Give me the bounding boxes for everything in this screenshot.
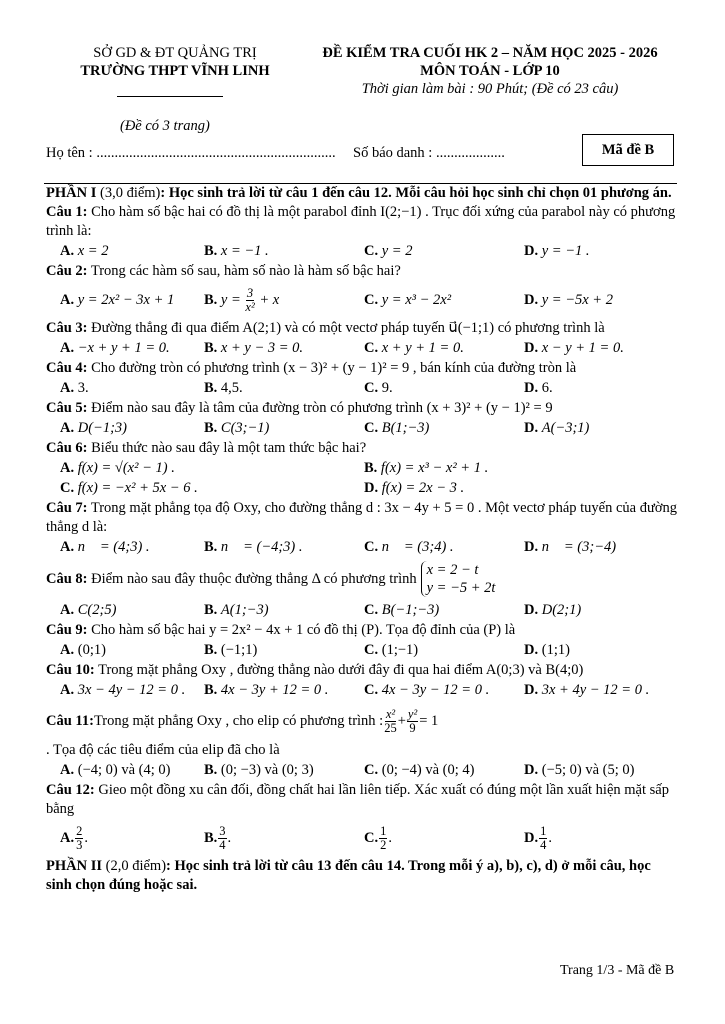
option-letter: B.	[204, 420, 218, 436]
option-b	[204, 601, 364, 620]
option-d	[524, 641, 680, 660]
option-text: (−4; 0) và (4; 0)	[77, 762, 171, 778]
question-text: Trong mặt phẳng Oxy , đường thẳng nào dưới đây đi qua hai điểm A(0;3) và B(4;0)	[98, 662, 584, 678]
fraction	[75, 825, 83, 852]
question-text: Gieo một đồng xu cân đối, đồng chất hai lần liên tiếp. Xác xuất có đúng một lần xuất hiện mặt sấp bằng	[46, 782, 669, 817]
question-8	[46, 558, 680, 620]
question-label: Câu 6:	[46, 440, 88, 456]
denominator: 4	[540, 837, 547, 852]
option-letter: B.	[204, 762, 218, 778]
option-text: f(x) = x³ − x² + 1 .	[380, 460, 489, 476]
question-label: Câu 12:	[46, 782, 95, 798]
option-b	[364, 459, 680, 478]
option-text: 6.	[541, 380, 553, 396]
equation-rhs: = 1	[419, 712, 439, 729]
option-text: 4,5.	[220, 380, 243, 396]
option-a	[46, 641, 204, 660]
option-text: C(2;5)	[77, 602, 117, 618]
option-c	[364, 291, 524, 310]
question-5	[46, 399, 680, 438]
question-1	[46, 203, 680, 261]
option-text: x + y + 1 = 0.	[381, 340, 464, 356]
question-text: Đường thẳng đi qua điểm A(2;1) và có một vectơ pháp tuyến u⃗(−1;1) có phương trình là	[91, 320, 605, 336]
question-text: Điểm nào sau đây là tâm của đường tròn có phương trình (x + 3)² + (y − 1)² = 9	[91, 400, 553, 416]
option-a	[46, 681, 204, 700]
part2-points: (2,0 điểm)	[102, 858, 167, 874]
option-text: (0;1)	[77, 642, 106, 658]
option-text: −x + y + 1 = 0.	[77, 340, 170, 356]
option-b	[204, 339, 364, 358]
option-text: x = 2	[77, 243, 109, 259]
option-letter: D.	[524, 243, 539, 259]
option-d	[524, 538, 680, 557]
denominator: 3	[76, 837, 83, 852]
option-text: x = −1 .	[220, 243, 269, 259]
option-d	[524, 379, 680, 398]
option-text: f(x) = √(x² − 1) .	[77, 460, 175, 476]
option-c	[364, 242, 524, 261]
option-letter: D.	[524, 602, 539, 618]
option-text: A(1;−3)	[220, 602, 269, 618]
option-b	[204, 641, 364, 660]
fraction	[407, 708, 418, 735]
option-letter: D.	[524, 539, 539, 555]
question-label: Câu 9:	[46, 622, 88, 638]
question-label: Câu 1:	[46, 204, 88, 220]
option-b	[204, 761, 364, 780]
option-a	[46, 761, 204, 780]
option-text: A(−3;1)	[541, 420, 590, 436]
option-c	[364, 419, 524, 438]
question-label: Câu 4:	[46, 360, 88, 376]
question-12	[46, 781, 680, 856]
header-divider	[117, 96, 223, 97]
student-id-field: Số báo danh : ...................	[353, 145, 505, 161]
option-text: D(−1;3)	[77, 420, 127, 436]
option-a	[46, 419, 204, 438]
department-name: SỞ GD & ĐT QUẢNG TRỊ	[93, 45, 257, 61]
option-text: y = 2x² − 3x + 1	[77, 291, 175, 308]
part1-points: (3,0 điểm)	[96, 185, 161, 201]
option-a	[46, 339, 204, 358]
pages-note: (Đề có 3 trang)	[120, 118, 210, 134]
question-label: Câu 5:	[46, 400, 88, 416]
option-text: y = x³ − 2x²	[381, 291, 452, 308]
fraction	[379, 825, 387, 852]
option-letter: A.	[60, 420, 75, 436]
part1-title: PHẦN I	[46, 185, 97, 201]
option-letter: D.	[524, 829, 539, 846]
option-text: y = −1 .	[541, 243, 590, 259]
option-text: 3.	[77, 380, 89, 396]
denominator: 4	[219, 837, 226, 852]
numerator: 1	[380, 823, 387, 838]
question-text: Điểm nào sau đây thuộc đường thẳng Δ có phương trình	[91, 570, 417, 587]
numerator: 2	[76, 823, 83, 838]
option-d	[524, 681, 680, 700]
option-letter: C.	[60, 480, 75, 496]
option-text: 4x − 3y + 12 = 0 .	[220, 682, 329, 698]
question-11: Câu 11: Trong mặt phẳng Oxy , cho elip có phương trình : $\frac{\text{x²}}{25}$ + $\frac{\text{y²}}{9}$ = 1 . Tọa độ các tiêu điểm của elip đã cho là A. (−4; 0) và (4; 0) B. (0; −3) và (0; 3) C. (0; −4) và (0; 4) D. (−5; 0) và (5; 0)	[46, 701, 680, 780]
option-letter: A.	[60, 380, 75, 396]
option-letter: B.	[204, 380, 218, 396]
option-b	[204, 538, 364, 557]
option-letter: C.	[364, 291, 379, 308]
option-a	[46, 601, 204, 620]
option-c	[364, 761, 524, 780]
option-text: + x	[255, 291, 280, 308]
numerator: 3	[219, 823, 226, 838]
option-c	[364, 601, 524, 620]
option-letter: D.	[524, 420, 539, 436]
option-letter: A.	[60, 291, 75, 308]
student-name-field: Họ tên : ..................................................................	[46, 145, 336, 161]
fraction	[245, 287, 254, 314]
options	[46, 459, 680, 478]
part1-instruction: : Học sinh trả lời từ câu 1 đến câu 12. Mỗi câu hỏi học sinh chỉ chọn 01 phương án.	[160, 185, 672, 201]
option-a	[46, 538, 204, 557]
option-c: C. $\frac{1}{2}$ .	[364, 823, 392, 852]
option-b	[204, 681, 364, 700]
option-c	[364, 339, 524, 358]
option-text: n⃗ = (3;−4)	[541, 539, 617, 555]
option-d: D. $\frac{1}{4}$ .	[524, 823, 552, 852]
option-b: B. $\frac{3}{4}$ .	[204, 823, 232, 852]
option-c	[364, 538, 524, 557]
option-letter: A.	[60, 602, 75, 618]
option-letter: A.	[60, 460, 75, 476]
option-text: n⃗ = (4;3) .	[77, 539, 150, 555]
option-text: x + y − 3 = 0.	[220, 340, 304, 356]
exam-code-box: Mã đề B	[582, 134, 674, 166]
option-letter: A.	[60, 340, 75, 356]
numerator: y²	[407, 706, 418, 721]
option-a	[46, 291, 204, 310]
options	[46, 379, 680, 398]
options	[46, 681, 680, 700]
option-a: A. $\frac{2}{3}$ .	[60, 823, 88, 852]
option-c	[364, 379, 524, 398]
option-text: (1;−1)	[381, 642, 419, 658]
denominator: 2	[380, 837, 387, 852]
question-text: Cho hàm số bậc hai có đồ thị là một parabol đỉnh I(2;−1) . Trục đối xứng của parabol này có phương trình là:	[46, 204, 676, 239]
question-label: Câu 7:	[46, 500, 88, 516]
header-left	[40, 44, 310, 80]
option-letter: C.	[364, 829, 379, 846]
option-letter: D.	[524, 380, 539, 396]
question-label: Câu 11:	[46, 712, 94, 729]
option-letter: D.	[524, 762, 539, 778]
option-b	[204, 379, 364, 398]
exam-content	[46, 184, 680, 895]
option-letter: C.	[364, 340, 379, 356]
part2-instruction: : Học sinh trả lời từ câu 13 đến câu 14. Trong mỗi ý a), b), c), d) ở mỗi câu, học sinh chọn đúng hoặc sai.	[46, 858, 651, 893]
part1-heading	[46, 184, 680, 203]
denominator: x²	[245, 299, 255, 314]
option-letter: A.	[60, 642, 75, 658]
option-d	[364, 479, 680, 498]
subject-title: MÔN TOÁN - LỚP 10	[420, 63, 560, 79]
question-text: Trong các hàm số sau, hàm số nào là hàm số bậc hai?	[90, 263, 401, 279]
fraction	[384, 708, 397, 735]
option-d	[524, 291, 680, 310]
option-text: (−5; 0) và (5; 0)	[541, 762, 635, 778]
question-label: Câu 3:	[46, 320, 88, 336]
options	[46, 242, 680, 261]
option-letter: B.	[204, 829, 218, 846]
equation-system	[421, 561, 496, 597]
question-3	[46, 319, 680, 358]
options	[46, 761, 680, 780]
option-letter: C.	[364, 539, 379, 555]
question-text: Biểu thức nào sau đây là một tam thức bậc hai?	[91, 440, 367, 456]
fraction	[539, 825, 547, 852]
question-4	[46, 359, 680, 398]
option-text: C(3;−1)	[220, 420, 270, 436]
question-2	[46, 262, 680, 318]
option-text: (0; −4) và (0; 4)	[381, 762, 475, 778]
question-text-cont: . Tọa độ các tiêu điểm của elip đã cho là	[46, 742, 280, 758]
option-text: n⃗ = (3;4) .	[381, 539, 454, 555]
option-a	[46, 459, 364, 478]
question-10	[46, 661, 680, 700]
page-footer: Trang 1/3 - Mã đề B	[560, 963, 675, 978]
option-letter: B.	[204, 340, 218, 356]
option-letter: B.	[364, 460, 378, 476]
option-letter: B.	[204, 682, 218, 698]
option-letter: C.	[364, 762, 379, 778]
option-text: D(2;1)	[541, 602, 582, 618]
option-letter: C.	[364, 420, 379, 436]
question-label: Câu 2:	[46, 263, 88, 279]
denominator: 9	[409, 720, 416, 735]
option-letter: B.	[204, 642, 218, 658]
option-text: 9.	[381, 380, 393, 396]
option-letter: A.	[60, 829, 75, 846]
question-text: Cho hàm số bậc hai y = 2x² − 4x + 1 có đồ thị (P). Tọa độ đỉnh của (P) là	[91, 622, 516, 638]
option-d	[524, 419, 680, 438]
option-letter: D.	[524, 340, 539, 356]
options	[46, 538, 680, 557]
system-line: x = 2 − t	[426, 562, 479, 578]
option-letter: C.	[364, 380, 379, 396]
option-d	[524, 339, 680, 358]
options	[46, 641, 680, 660]
option-letter: C.	[364, 642, 379, 658]
option-text: n⃗ = (−4;3) .	[220, 539, 303, 555]
question-text: Trong mặt phẳng tọa độ Oxy, cho đường thẳng d : 3x − 4y + 5 = 0 . Một vectơ pháp tuyến của đường thẳng d là:	[46, 500, 677, 535]
option-text: y = 2	[381, 243, 413, 259]
option-letter: B.	[204, 243, 218, 259]
option-text: B(−1;−3)	[381, 602, 440, 618]
option-text: (0; −3) và (0; 3)	[220, 762, 314, 778]
option-a	[46, 242, 204, 261]
option-text: 4x − 3y − 12 = 0 .	[381, 682, 490, 698]
option-b	[204, 242, 364, 261]
options	[46, 419, 680, 438]
option-c	[46, 479, 364, 498]
option-letter: C.	[364, 243, 379, 259]
option-letter: D.	[524, 642, 539, 658]
question-label: Câu 10:	[46, 662, 95, 678]
option-letter: A.	[60, 762, 75, 778]
option-text: f(x) = 2x − 3 .	[381, 480, 465, 496]
option-d	[524, 761, 680, 780]
option-letter: B.	[204, 602, 218, 618]
option-letter: B.	[204, 539, 218, 555]
denominator: 25	[384, 720, 397, 735]
option-d	[524, 242, 680, 261]
option-text: y =	[220, 291, 245, 308]
question-label: Câu 8:	[46, 570, 88, 587]
numerator: 1	[540, 823, 547, 838]
options	[46, 601, 680, 620]
option-c	[364, 641, 524, 660]
option-b	[204, 287, 364, 314]
exam-title: ĐỀ KIỂM TRA CUỐI HK 2 – NĂM HỌC 2025 - 2026	[322, 45, 658, 61]
options	[46, 479, 680, 498]
option-letter: D.	[524, 291, 539, 308]
part2-heading	[46, 857, 680, 895]
option-c	[364, 681, 524, 700]
option-text: f(x) = −x² + 5x − 6 .	[77, 480, 198, 496]
option-letter: B.	[204, 291, 218, 308]
header-right	[300, 44, 680, 98]
option-text: y = −5x + 2	[541, 291, 613, 308]
option-letter: D.	[524, 682, 539, 698]
part2-title: PHẦN II	[46, 858, 102, 874]
question-9	[46, 621, 680, 660]
fraction	[218, 825, 226, 852]
option-text: x − y + 1 = 0.	[541, 340, 624, 356]
question-7	[46, 499, 680, 557]
option-b	[204, 419, 364, 438]
school-name: TRƯỜNG THPT VĨNH LINH	[80, 63, 270, 79]
options	[46, 820, 680, 856]
option-text: 3x − 4y − 12 = 0 .	[77, 682, 186, 698]
options	[46, 282, 680, 318]
option-a	[46, 379, 204, 398]
numerator: 3	[246, 285, 254, 300]
option-letter: D.	[364, 480, 379, 496]
option-text: (1;1)	[541, 642, 570, 658]
option-text: (−1;1)	[220, 642, 258, 658]
options	[46, 339, 680, 358]
time-note: Thời gian làm bài : 90 Phút; (Đề có 23 câu)	[361, 81, 619, 97]
option-d	[524, 601, 680, 620]
question-text: Trong mặt phẳng Oxy , cho elip có phương trình :	[93, 712, 384, 729]
option-letter: C.	[364, 682, 379, 698]
question-6	[46, 439, 680, 498]
numerator: x²	[385, 706, 396, 721]
option-letter: C.	[364, 602, 379, 618]
system-line: y = −5 + 2t	[426, 580, 496, 596]
option-letter: A.	[60, 243, 75, 259]
option-text: B(1;−3)	[381, 420, 430, 436]
question-text: Cho đường tròn có phương trình (x − 3)² + (y − 1)² = 9 , bán kính của đường tròn là	[91, 360, 577, 376]
option-letter: A.	[60, 539, 75, 555]
option-letter: A.	[60, 682, 75, 698]
option-text: 3x + 4y − 12 = 0 .	[541, 682, 650, 698]
